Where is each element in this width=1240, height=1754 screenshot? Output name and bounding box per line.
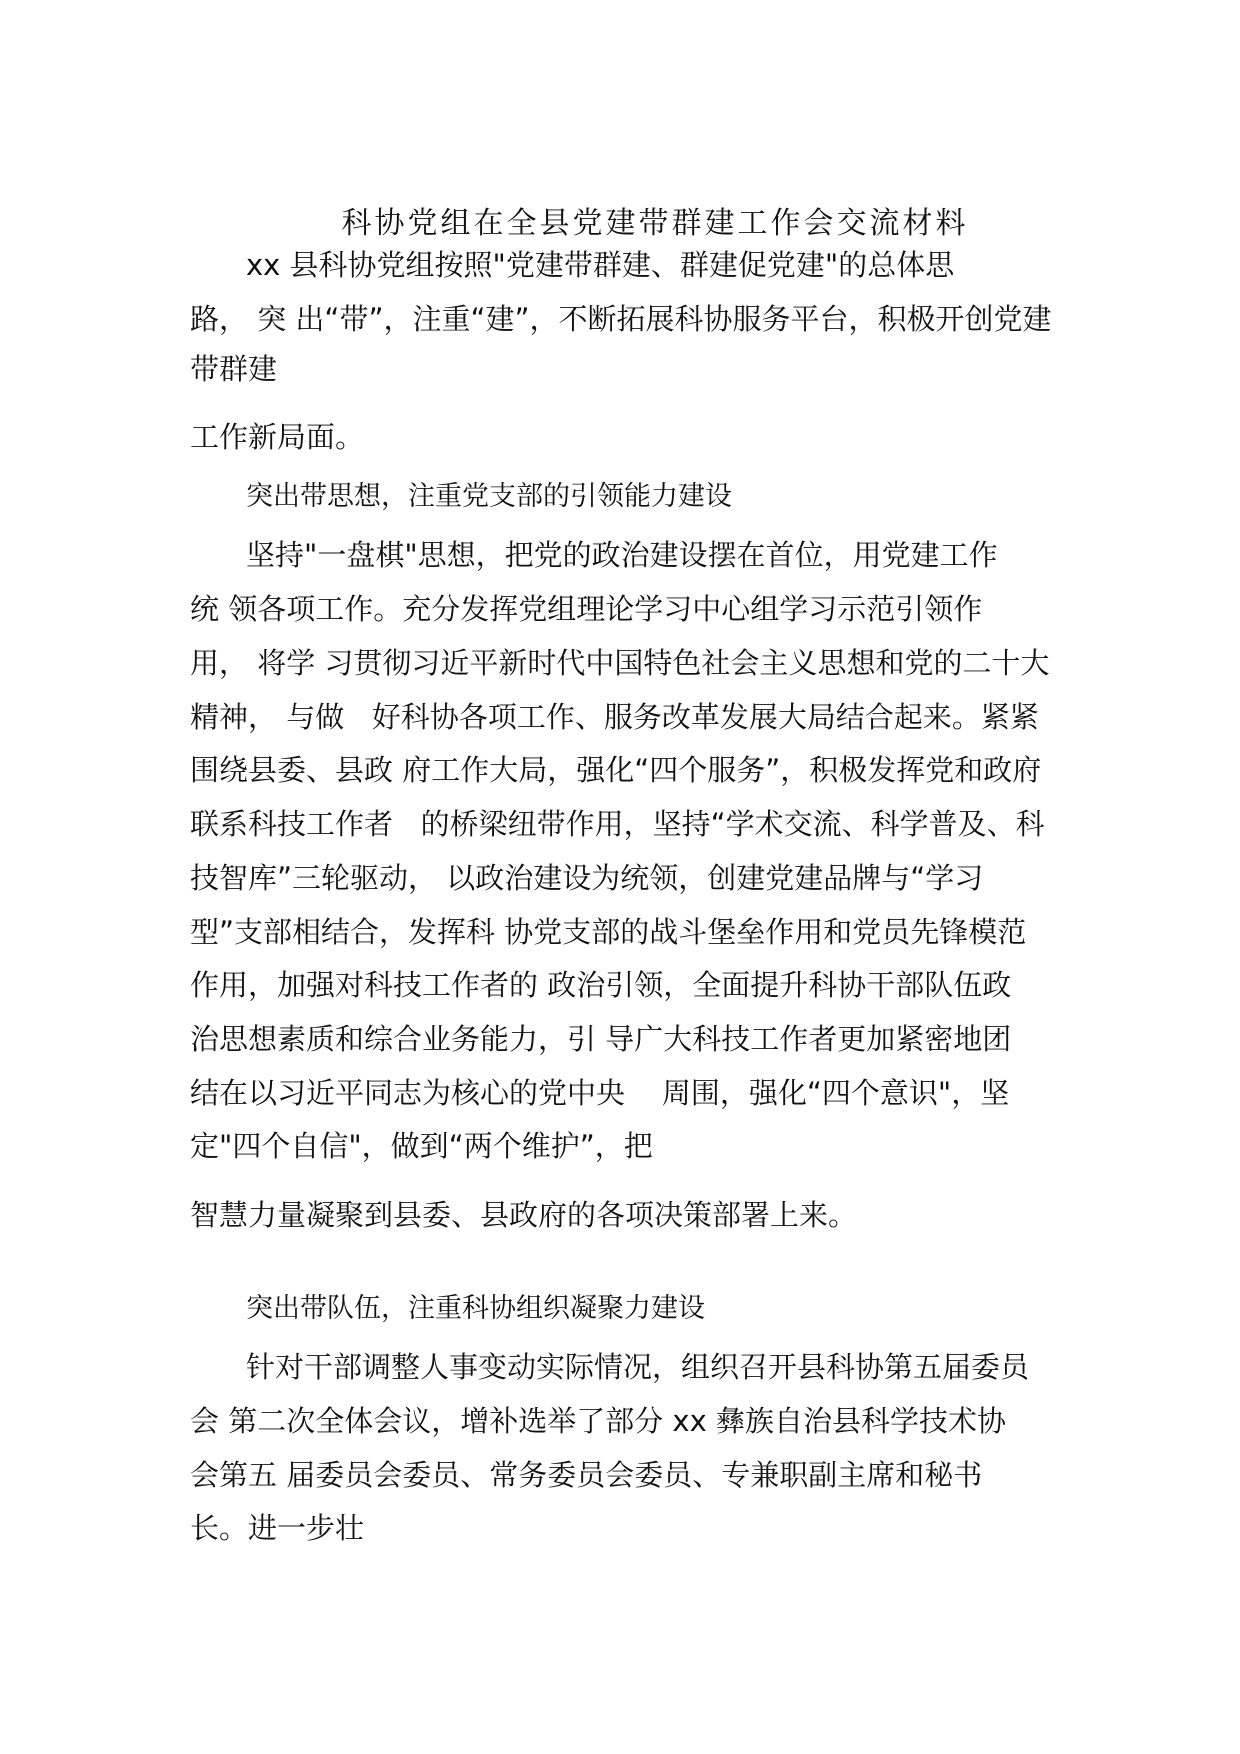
- intro-line-4: 工作新局面。: [190, 420, 365, 454]
- section1-line-8: 型”支部相结合，发挥科 协党支部的战斗堡垒作用和党员先锋模范: [190, 915, 1027, 949]
- section-heading-1: 突出带思想，注重党支部的引领能力建设: [246, 481, 732, 512]
- section1-line-11: 结在以习近平同志为核心的党中央 周围，强化“四个意识"，坚: [190, 1076, 1010, 1110]
- section1-line-10: 治思想素质和综合业务能力，引 导广大科技工作者更加紧密地团: [190, 1022, 1012, 1056]
- section1-line-12: 定"四个自信"，做到“两个维护”，把: [190, 1129, 653, 1163]
- section1-line-2: 统 领各项工作。充分发挥党组理论学习中心组学习示范引领作: [190, 592, 983, 626]
- section1-line-5: 围绕县委、县政 府工作大局，强化“四个服务”，积极发挥党和政府: [190, 753, 1042, 787]
- section2-line-3: 会第五 届委员会委员、常务委员会委员、专兼职副主席和秘书: [190, 1458, 983, 1492]
- intro-line-3: 带群建: [190, 352, 278, 386]
- section1-line-9: 作用，加强对科技工作者的 政治引领，全面提升科协干部队伍政: [190, 968, 1012, 1002]
- section2-line-4: 长。进一步壮: [190, 1511, 365, 1545]
- section-heading-2: 突出带队伍，注重科协组织凝聚力建设: [246, 1293, 705, 1324]
- section2-line-1: 针对干部调整人事变动实际情况，组织召开县科协第五届委员: [246, 1350, 1030, 1384]
- section1-line-3: 用， 将学 习贯彻习近平新时代中国特色社会主义思想和党的二十大: [190, 646, 1050, 680]
- section2-line-2: 会 第二次全体会议，增补选举了部分 xx 彝族自治县科学技术协: [190, 1404, 1006, 1438]
- intro-line-2: 路， 突 出“带”，注重“建”，不断拓展科协服务平台，积极开创党建: [190, 302, 1052, 336]
- section1-line-1: 坚持"一盘棋"思想，把党的政治建设摆在首位，用党建工作: [246, 538, 998, 572]
- section1-line-7: 技智库”三轮驱动， 以政治建设为统领，创建党建品牌与“学习: [190, 861, 984, 895]
- section1-line-13: 智慧力量凝聚到县委、县政府的各项决策部署上来。: [190, 1198, 858, 1232]
- document-title: 科协党组在全县党建带群建工作会交流材料: [341, 206, 969, 241]
- intro-line-1: xx 县科协党组按照"党建带群建、群建促党建"的总体思: [246, 248, 955, 282]
- section1-line-6: 联系科技工作者 的桥梁纽带作用，坚持“学术交流、科学普及、科: [190, 807, 1045, 841]
- section1-line-4: 精神， 与做 好科协各项工作、服务改革发展大局结合起来。紧紧: [190, 700, 1039, 734]
